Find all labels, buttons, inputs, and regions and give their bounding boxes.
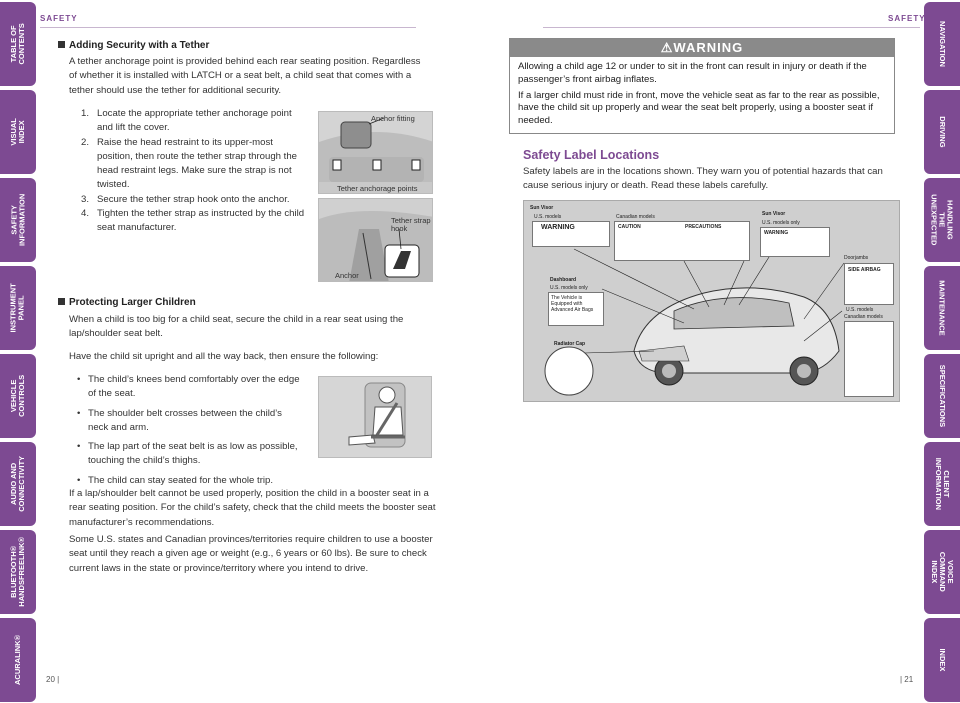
safety-label-locations-heading: Safety Label Locations: [523, 148, 660, 162]
us-models-label-left: U.S. models: [534, 214, 562, 220]
larger-children-p2: Have the child sit upright and all the way back, then ensure the following:: [69, 351, 379, 362]
safety-label-intro: Safety labels are in the locations shown. They warn you of potential hazards that can cause serious injury or death. Read these labels carefully.: [523, 166, 883, 192]
tab-bluetooth-handsfreelink[interactable]: BLUETOOTH® HANDSFREELINK®: [0, 530, 36, 614]
list-item: • The child’s knees bend comfortably over the edge of the seat.: [76, 373, 304, 402]
right-page-number: | 21: [900, 675, 914, 684]
tether-hook-figure: [318, 198, 433, 282]
larger-children-p3: If a lap/shoulder belt cannot be used properly, position the child in a booster seat in a rear seating position. For the child’s safety, check that the child meets the booster seat manufacturer’s recommendations.: [69, 488, 436, 528]
canadian-visor-card: [614, 221, 750, 261]
tab-driving[interactable]: DRIVING: [924, 90, 960, 174]
tab-acuralink[interactable]: ACURALINK®: [0, 618, 36, 702]
tab-client-information[interactable]: CLIENT INFORMATION: [924, 442, 960, 526]
tether-steps: [81, 107, 305, 236]
tab-safety-information[interactable]: SAFETY INFORMATION: [0, 178, 36, 262]
radiator-cap-label: Radiator Cap: [554, 341, 586, 347]
list-item: • The child can stay seated for the whole trip.: [76, 474, 304, 488]
tab-audio-connectivity[interactable]: AUDIO AND CONNECTIVITY: [0, 442, 36, 526]
warning-title-bar: ⚠WARNING: [510, 39, 894, 57]
tab-index[interactable]: INDEX: [924, 618, 960, 702]
step-item: 1. Locate the appropriate tether anchorage point and lift the cover.: [81, 108, 292, 134]
left-running-head: SAFETY: [40, 14, 78, 23]
tab-table-of-contents[interactable]: TABLE OF CONTENTS: [0, 2, 36, 86]
tab-specifications[interactable]: SPECIFICATIONS: [924, 354, 960, 438]
right-chapter-tabs: [924, 0, 960, 703]
safety-label-figure: [523, 200, 900, 402]
step-item: 2. Raise the head restraint to its upper-most position, then route the tether strap through the head restraint legs. Make sure the strap is not twisted.: [81, 136, 298, 191]
list-item: • The lap part of the seat belt is as low as possible, touching the child’s thighs.: [76, 440, 304, 469]
child-front-seat-warning: [509, 38, 895, 134]
tether-hook-illustration: [319, 199, 433, 282]
step-item: 3. Secure the tether strap hook onto the anchor.: [81, 193, 290, 205]
us-models-only-label-right: U.S. models only: [762, 220, 800, 226]
tether-anchorage-caption: Tether anchorage points: [337, 184, 418, 193]
child-seatbelt-illustration: [319, 377, 432, 458]
tether-heading: Adding Security with a Tether: [58, 40, 209, 51]
tab-vehicle-controls[interactable]: VEHICLE CONTROLS: [0, 354, 36, 438]
left-chapter-tabs: [0, 0, 36, 703]
warning-body: [518, 61, 890, 128]
tab-voice-command-index[interactable]: VOICE COMMAND INDEX: [924, 530, 960, 614]
tether-anchorage-illustration: [319, 112, 433, 194]
anchor-fitting-label: Anchor fitting: [371, 114, 415, 123]
tab-maintenance[interactable]: MAINTENANCE: [924, 266, 960, 350]
anchor-label: Anchor: [335, 271, 359, 280]
us-visor-warning-word: WARNING: [541, 224, 575, 231]
child-seatbelt-figure: [318, 376, 432, 458]
us-doorjamb-card: [844, 263, 894, 305]
canadian-models-label-right: Canadian models: [844, 314, 883, 320]
tab-instrument-panel[interactable]: INSTRUMENT PANEL: [0, 266, 36, 350]
doorjambs-label: Doorjambs: [844, 255, 869, 261]
tab-handling-the-unexpected[interactable]: HANDLING THE UNEXPECTED: [924, 178, 960, 262]
left-header-rule: [40, 27, 416, 28]
sun-visor-label-right: Sun Visor: [762, 211, 786, 217]
caution-word: CAUTION: [618, 224, 641, 230]
precautions-word: PRECAUTIONS: [685, 224, 722, 230]
list-item: • The shoulder belt crosses between the child’s neck and arm.: [76, 407, 304, 436]
sun-visor-label-left: Sun Visor: [530, 205, 554, 211]
dashboard-label: Dashboard: [550, 277, 577, 283]
tether-anchorage-figure: [318, 111, 433, 194]
larger-children-bullets: [76, 373, 304, 493]
larger-children-p4: Some U.S. states and Canadian provinces/territories require children to use a booster seat until they reach a given age or weight (e.g., 6 years or 60 lbs). Be sure to check current laws in the state or province/territory where you intend to drive.: [69, 534, 433, 574]
warning-triangle-icon: ⚠: [660, 40, 674, 55]
tether-intro: A tether anchorage point is provided behind each rear seating position. Regardless of whether it is installed with LATCH or a seat belt, a child seat that comes with a tether should use the tether for additional security.: [69, 56, 421, 96]
tether-strap-hook-label: Tether strap hook: [391, 216, 431, 233]
tab-visual-index[interactable]: VISUAL INDEX: [0, 90, 36, 174]
tab-navigation[interactable]: NAVIGATION: [924, 2, 960, 86]
side-airbag-word: SIDE AIRBAG: [848, 267, 881, 273]
canadian-doorjamb-card: [844, 321, 894, 397]
warning-p1: Allowing a child age 12 or under to sit in the front can result in injury or death if the passenger’s front airbag inflates.: [518, 61, 867, 85]
dashboard-us-only-label: U.S. models only: [550, 285, 588, 291]
left-page-number: 20 |: [46, 675, 60, 684]
us-right-visor-card: [760, 227, 830, 257]
advanced-airbags-text: The Vehicle is Equipped with Advanced Air Bags: [551, 295, 594, 313]
larger-children-p1: When a child is too big for a child seat, secure the child in a rear seat using the lap/shoulder seat belt.: [69, 314, 404, 340]
right-visor-warning-word: WARNING: [764, 230, 789, 236]
dashboard-airbag-card: [548, 292, 604, 326]
us-models-label-right: U.S. models: [846, 307, 874, 313]
larger-children-heading: Protecting Larger Children: [58, 297, 196, 308]
canadian-models-label-left: Canadian models: [616, 214, 655, 220]
step-item: 4. Tighten the tether strap as instructed by the child seat manufacturer.: [81, 208, 305, 234]
us-visor-warning-card: [532, 221, 610, 247]
warning-p2: If a larger child must ride in front, move the vehicle seat as far to the rear as possible, have the child sit up properly and wear the seat belt properly, using a booster seat if needed.: [518, 89, 880, 127]
right-header-rule: [543, 27, 920, 28]
right-running-head: SAFETY: [888, 14, 926, 23]
